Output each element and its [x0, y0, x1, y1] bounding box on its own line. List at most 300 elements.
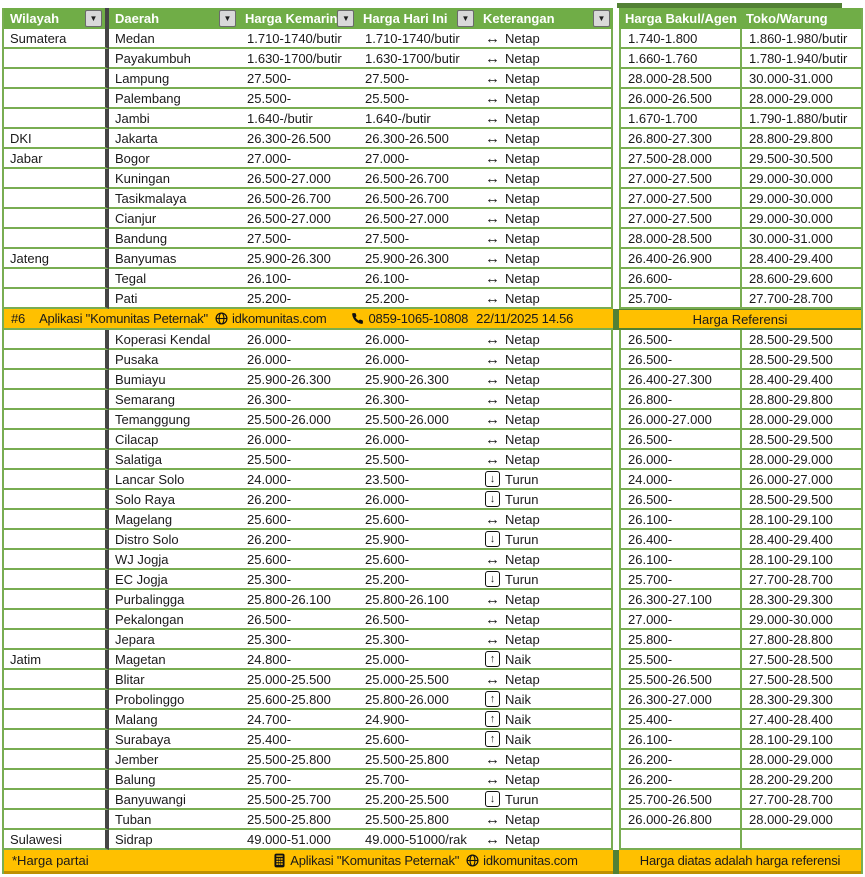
toko-warung-cell[interactable]: 30.000-31.000: [740, 229, 861, 249]
keterangan-cell[interactable]: ↓ Turun: [477, 570, 613, 590]
harga-hari-ini-cell[interactable]: 26.500-27.000: [357, 209, 477, 229]
harga-hari-ini-cell[interactable]: 25.700-: [357, 770, 477, 790]
wilayah-cell[interactable]: [4, 350, 109, 370]
harga-bakul-agen-cell[interactable]: 25.700-: [619, 289, 740, 309]
wilayah-cell[interactable]: Jateng: [4, 249, 109, 269]
harga-hari-ini-cell[interactable]: 26.500-26.700: [357, 189, 477, 209]
keterangan-cell[interactable]: ↔ Netap: [477, 189, 613, 209]
table-row: [4, 49, 861, 69]
trend-icon: ↔: [485, 350, 500, 368]
harga-hari-ini-cell[interactable]: 25.900-: [357, 530, 477, 550]
toko-warung-cell[interactable]: [740, 830, 861, 850]
toko-warung-cell[interactable]: 27.500-28.500: [740, 670, 861, 690]
keterangan-cell[interactable]: ↑ Naik: [477, 650, 613, 670]
toko-warung-cell[interactable]: 27.700-28.700: [740, 570, 861, 590]
harga-hari-ini-cell[interactable]: 25.000-25.500: [357, 670, 477, 690]
harga-kemarin-cell[interactable]: 26.500-27.000: [239, 209, 357, 229]
daerah-cell[interactable]: Surabaya: [109, 730, 239, 750]
column-header-harga-kemarin: Harga Kemarin ▼: [239, 8, 357, 29]
toko-warung-cell[interactable]: 28.000-29.000: [740, 750, 861, 770]
toko-warung-cell[interactable]: 27.400-28.400: [740, 710, 861, 730]
toko-warung-cell[interactable]: 27.800-28.800: [740, 630, 861, 650]
harga-kemarin-cell[interactable]: 26.500-26.700: [239, 189, 357, 209]
harga-kemarin-cell[interactable]: 25.700-: [239, 770, 357, 790]
wilayah-cell[interactable]: [4, 390, 109, 410]
harga-bakul-agen-cell[interactable]: 26.800-27.300: [619, 129, 740, 149]
keterangan-cell[interactable]: ↔ Netap: [477, 209, 613, 229]
harga-bakul-agen-cell[interactable]: 25.500-26.500: [619, 670, 740, 690]
wilayah-cell[interactable]: [4, 750, 109, 770]
harga-kemarin-cell[interactable]: 27.000-: [239, 149, 357, 169]
keterangan-cell[interactable]: ↔ Netap: [477, 129, 613, 149]
harga-hari-ini-cell[interactable]: 25.500-: [357, 89, 477, 109]
harga-bakul-agen-cell[interactable]: 27.000-27.500: [619, 169, 740, 189]
filter-dropdown-button[interactable]: [457, 10, 474, 27]
daerah-cell[interactable]: Purbalingga: [109, 590, 239, 610]
wilayah-cell[interactable]: [4, 229, 109, 249]
harga-bakul-agen-cell[interactable]: 26.100-: [619, 510, 740, 530]
daerah-cell[interactable]: Distro Solo: [109, 530, 239, 550]
toko-warung-cell[interactable]: 28.100-29.100: [740, 730, 861, 750]
daerah-cell[interactable]: Temanggung: [109, 410, 239, 430]
daerah-cell[interactable]: Malang: [109, 710, 239, 730]
harga-hari-ini-cell[interactable]: 26.000-: [357, 330, 477, 350]
harga-hari-ini-cell[interactable]: 26.300-: [357, 390, 477, 410]
daerah-cell[interactable]: Probolinggo: [109, 690, 239, 710]
wilayah-cell[interactable]: [4, 790, 109, 810]
wilayah-cell[interactable]: Jabar: [4, 149, 109, 169]
toko-warung-cell[interactable]: 28.500-29.500: [740, 430, 861, 450]
harga-kemarin-cell[interactable]: 25.600-25.800: [239, 690, 357, 710]
keterangan-cell[interactable]: ↔ Netap: [477, 750, 613, 770]
keterangan-cell[interactable]: ↔ Netap: [477, 109, 613, 129]
toko-warung-cell[interactable]: 29.000-30.000: [740, 169, 861, 189]
wilayah-cell[interactable]: [4, 370, 109, 390]
harga-hari-ini-cell[interactable]: 25.900-26.300: [357, 249, 477, 269]
harga-kemarin-cell[interactable]: 26.000-: [239, 330, 357, 350]
harga-kemarin-cell[interactable]: 1.710-1740/butir: [239, 29, 357, 49]
filter-dropdown-button[interactable]: [337, 10, 354, 27]
daerah-cell[interactable]: Magetan: [109, 650, 239, 670]
harga-hari-ini-cell[interactable]: 26.000-: [357, 430, 477, 450]
harga-kemarin-cell[interactable]: 25.000-25.500: [239, 670, 357, 690]
harga-hari-ini-cell[interactable]: 49.000-51000/rak: [357, 830, 477, 850]
wilayah-cell[interactable]: DKI: [4, 129, 109, 149]
harga-bakul-agen-cell[interactable]: 26.800-: [619, 390, 740, 410]
wilayah-cell[interactable]: [4, 189, 109, 209]
harga-hari-ini-cell[interactable]: 25.200-25.500: [357, 790, 477, 810]
keterangan-cell[interactable]: ↔ Netap: [477, 149, 613, 169]
harga-bakul-agen-cell[interactable]: 26.000-26.800: [619, 810, 740, 830]
harga-bakul-agen-cell[interactable]: 25.400-: [619, 710, 740, 730]
harga-kemarin-cell[interactable]: 25.500-25.800: [239, 810, 357, 830]
harga-bakul-agen-cell[interactable]: 27.000-27.500: [619, 209, 740, 229]
daerah-cell[interactable]: EC Jogja: [109, 570, 239, 590]
daerah-cell[interactable]: Koperasi Kendal: [109, 330, 239, 350]
trend-icon: ↑: [485, 651, 500, 667]
toko-warung-cell[interactable]: 30.000-31.000: [740, 69, 861, 89]
keterangan-cell[interactable]: ↔ Netap: [477, 370, 613, 390]
harga-hari-ini-cell[interactable]: 25.300-: [357, 630, 477, 650]
harga-hari-ini-cell[interactable]: 26.300-26.500: [357, 129, 477, 149]
daerah-cell[interactable]: Bandung: [109, 229, 239, 249]
toko-warung-cell[interactable]: 28.200-29.200: [740, 770, 861, 790]
harga-bakul-agen-cell[interactable]: 24.000-: [619, 470, 740, 490]
daerah-cell[interactable]: Jambi: [109, 109, 239, 129]
daerah-cell[interactable]: WJ Jogja: [109, 550, 239, 570]
keterangan-cell[interactable]: ↔ Netap: [477, 69, 613, 89]
keterangan-cell[interactable]: ↔ Netap: [477, 29, 613, 49]
wilayah-cell[interactable]: [4, 330, 109, 350]
wilayah-cell[interactable]: [4, 450, 109, 470]
keterangan-cell[interactable]: ↔ Netap: [477, 770, 613, 790]
daerah-cell[interactable]: Jember: [109, 750, 239, 770]
harga-bakul-agen-cell[interactable]: 27.500-28.000: [619, 149, 740, 169]
daerah-cell[interactable]: Kuningan: [109, 169, 239, 189]
toko-warung-cell[interactable]: 29.000-30.000: [740, 209, 861, 229]
toko-warung-cell[interactable]: 28.400-29.400: [740, 370, 861, 390]
table-row: [4, 330, 861, 350]
harga-hari-ini-cell[interactable]: 25.500-25.800: [357, 810, 477, 830]
keterangan-cell[interactable]: ↓ Turun: [477, 790, 613, 810]
harga-kemarin-cell[interactable]: 26.100-: [239, 269, 357, 289]
keterangan-cell[interactable]: ↑ Naik: [477, 690, 613, 710]
harga-bakul-agen-cell[interactable]: 26.000-: [619, 450, 740, 470]
harga-kemarin-cell[interactable]: 24.700-: [239, 710, 357, 730]
wilayah-cell[interactable]: [4, 550, 109, 570]
toko-warung-cell[interactable]: 28.100-29.100: [740, 550, 861, 570]
keterangan-cell[interactable]: ↓ Turun: [477, 470, 613, 490]
keterangan-cell[interactable]: ↑ Naik: [477, 710, 613, 730]
harga-kemarin-cell[interactable]: 25.500-26.000: [239, 410, 357, 430]
harga-bakul-agen-cell[interactable]: 27.000-27.500: [619, 189, 740, 209]
daerah-cell[interactable]: Pekalongan: [109, 610, 239, 630]
filter-dropdown-button[interactable]: [593, 10, 610, 27]
harga-hari-ini-cell[interactable]: 26.500-26.700: [357, 169, 477, 189]
wilayah-cell[interactable]: [4, 89, 109, 109]
wilayah-cell[interactable]: [4, 470, 109, 490]
harga-kemarin-cell[interactable]: 26.000-: [239, 350, 357, 370]
daerah-cell[interactable]: Tasikmalaya: [109, 189, 239, 209]
keterangan-cell[interactable]: ↔ Netap: [477, 89, 613, 109]
harga-bakul-agen-cell[interactable]: 26.500-: [619, 350, 740, 370]
harga-bakul-agen-cell[interactable]: 26.400-: [619, 530, 740, 550]
harga-bakul-agen-cell[interactable]: 26.200-: [619, 750, 740, 770]
toko-warung-cell[interactable]: 28.000-29.000: [740, 450, 861, 470]
toko-warung-cell[interactable]: 28.300-29.300: [740, 690, 861, 710]
table-row: [4, 570, 861, 590]
daerah-cell[interactable]: Tegal: [109, 269, 239, 289]
harga-bakul-agen-cell[interactable]: [619, 830, 740, 850]
keterangan-cell[interactable]: ↔ Netap: [477, 550, 613, 570]
harga-kemarin-cell[interactable]: 25.400-: [239, 730, 357, 750]
toko-warung-cell[interactable]: 27.700-28.700: [740, 790, 861, 810]
daerah-cell[interactable]: Payakumbuh: [109, 49, 239, 69]
keterangan-cell[interactable]: ↔ Netap: [477, 830, 613, 850]
harga-kemarin-cell[interactable]: 26.500-: [239, 610, 357, 630]
harga-bakul-agen-cell[interactable]: 26.500-: [619, 330, 740, 350]
toko-warung-cell[interactable]: 28.500-29.500: [740, 350, 861, 370]
daerah-cell[interactable]: Solo Raya: [109, 490, 239, 510]
harga-kemarin-cell[interactable]: 26.300-26.500: [239, 129, 357, 149]
daerah-cell[interactable]: Balung: [109, 770, 239, 790]
harga-bakul-agen-cell[interactable]: 26.600-: [619, 269, 740, 289]
wilayah-cell[interactable]: [4, 610, 109, 630]
harga-hari-ini-cell[interactable]: 27.500-: [357, 229, 477, 249]
harga-bakul-agen-cell[interactable]: 26.100-: [619, 550, 740, 570]
wilayah-cell[interactable]: [4, 49, 109, 69]
harga-bakul-agen-cell[interactable]: 1.660-1.760: [619, 49, 740, 69]
toko-warung-cell[interactable]: 28.800-29.800: [740, 390, 861, 410]
harga-bakul-agen-cell[interactable]: 26.300-27.100: [619, 590, 740, 610]
trend-icon: ↔: [485, 109, 500, 127]
keterangan-cell[interactable]: ↔ Netap: [477, 810, 613, 830]
harga-hari-ini-cell[interactable]: 1.640-/butir: [357, 109, 477, 129]
harga-hari-ini-cell[interactable]: 27.000-: [357, 149, 477, 169]
harga-hari-ini-cell[interactable]: 25.600-: [357, 730, 477, 750]
harga-kemarin-cell[interactable]: 25.900-26.300: [239, 249, 357, 269]
daerah-cell[interactable]: Banyuwangi: [109, 790, 239, 810]
harga-hari-ini-cell[interactable]: 1.710-1740/butir: [357, 29, 477, 49]
keterangan-cell[interactable]: ↔ Netap: [477, 670, 613, 690]
column-header-daerah: Daerah ▼: [109, 8, 239, 29]
wilayah-cell[interactable]: [4, 69, 109, 89]
harga-kemarin-cell[interactable]: 49.000-51.000: [239, 830, 357, 850]
daerah-cell[interactable]: Cianjur: [109, 209, 239, 229]
daerah-cell[interactable]: Cilacap: [109, 430, 239, 450]
daerah-cell[interactable]: Lampung: [109, 69, 239, 89]
harga-bakul-agen-cell[interactable]: 1.740-1.800: [619, 29, 740, 49]
harga-bakul-agen-cell[interactable]: 26.400-27.300: [619, 370, 740, 390]
harga-kemarin-cell[interactable]: 25.800-26.100: [239, 590, 357, 610]
harga-kemarin-cell[interactable]: 25.300-: [239, 570, 357, 590]
harga-kemarin-cell[interactable]: 25.500-25.700: [239, 790, 357, 810]
wilayah-cell[interactable]: [4, 690, 109, 710]
keterangan-cell[interactable]: ↔ Netap: [477, 289, 613, 309]
daerah-cell[interactable]: Pusaka: [109, 350, 239, 370]
harga-hari-ini-cell[interactable]: 26.000-: [357, 350, 477, 370]
harga-hari-ini-cell[interactable]: 26.000-: [357, 490, 477, 510]
keterangan-cell[interactable]: ↔ Netap: [477, 630, 613, 650]
daerah-cell[interactable]: Pati: [109, 289, 239, 309]
toko-warung-cell[interactable]: 1.780-1.940/butir: [740, 49, 861, 69]
keterangan-cell[interactable]: ↑ Naik: [477, 730, 613, 750]
filter-dropdown-button[interactable]: [85, 10, 102, 27]
harga-kemarin-cell[interactable]: 26.200-: [239, 490, 357, 510]
daerah-cell[interactable]: Palembang: [109, 89, 239, 109]
wilayah-cell[interactable]: [4, 810, 109, 830]
harga-hari-ini-cell[interactable]: 25.900-26.300: [357, 370, 477, 390]
wilayah-cell[interactable]: [4, 410, 109, 430]
toko-warung-cell[interactable]: 28.500-29.500: [740, 490, 861, 510]
harga-kemarin-cell[interactable]: 25.500-: [239, 450, 357, 470]
harga-kemarin-cell[interactable]: 25.600-: [239, 550, 357, 570]
wilayah-cell[interactable]: Jatim: [4, 650, 109, 670]
toko-warung-cell[interactable]: 28.000-29.000: [740, 89, 861, 109]
harga-bakul-agen-cell[interactable]: 26.400-26.900: [619, 249, 740, 269]
harga-kemarin-cell[interactable]: 26.200-: [239, 530, 357, 550]
wilayah-cell[interactable]: [4, 730, 109, 750]
trend-icon: ↓: [485, 791, 500, 807]
wilayah-cell[interactable]: [4, 710, 109, 730]
harga-hari-ini-cell[interactable]: 25.200-: [357, 289, 477, 309]
keterangan-cell[interactable]: ↔ Netap: [477, 510, 613, 530]
toko-warung-cell[interactable]: 28.800-29.800: [740, 129, 861, 149]
wilayah-cell[interactable]: [4, 770, 109, 790]
daerah-cell[interactable]: Bogor: [109, 149, 239, 169]
harga-hari-ini-cell[interactable]: 26.500-: [357, 610, 477, 630]
keterangan-cell[interactable]: ↔ Netap: [477, 169, 613, 189]
wilayah-cell[interactable]: [4, 490, 109, 510]
keterangan-cell[interactable]: ↔ Netap: [477, 450, 613, 470]
daerah-cell[interactable]: Lancar Solo: [109, 470, 239, 490]
wilayah-cell[interactable]: Sulawesi: [4, 830, 109, 850]
daerah-cell[interactable]: Medan: [109, 29, 239, 49]
toko-warung-cell[interactable]: 29.000-30.000: [740, 189, 861, 209]
keterangan-cell[interactable]: ↔ Netap: [477, 330, 613, 350]
harga-kemarin-cell[interactable]: 1.630-1700/butir: [239, 49, 357, 69]
toko-warung-cell[interactable]: 28.000-29.000: [740, 410, 861, 430]
toko-warung-cell[interactable]: 28.400-29.400: [740, 530, 861, 550]
keterangan-cell[interactable]: ↔ Netap: [477, 410, 613, 430]
harga-hari-ini-cell[interactable]: 23.500-: [357, 470, 477, 490]
mobile-app-icon: [274, 853, 285, 868]
harga-bakul-agen-cell[interactable]: 26.500-: [619, 430, 740, 450]
harga-bakul-agen-cell[interactable]: 27.000-: [619, 610, 740, 630]
keterangan-cell[interactable]: ↔ Netap: [477, 430, 613, 450]
harga-kemarin-cell[interactable]: 26.500-27.000: [239, 169, 357, 189]
harga-hari-ini-cell[interactable]: 25.000-: [357, 650, 477, 670]
keterangan-cell[interactable]: ↓ Turun: [477, 490, 613, 510]
harga-bakul-agen-cell[interactable]: 26.000-27.000: [619, 410, 740, 430]
toko-warung-cell[interactable]: 1.860-1.980/butir: [740, 29, 861, 49]
harga-kemarin-cell[interactable]: 25.300-: [239, 630, 357, 650]
harga-kemarin-cell[interactable]: 27.500-: [239, 229, 357, 249]
harga-kemarin-cell[interactable]: 25.200-: [239, 289, 357, 309]
wilayah-cell[interactable]: [4, 630, 109, 650]
daerah-cell[interactable]: Tuban: [109, 810, 239, 830]
toko-warung-cell[interactable]: 27.500-28.500: [740, 650, 861, 670]
harga-kemarin-cell[interactable]: 26.300-: [239, 390, 357, 410]
toko-warung-cell[interactable]: 29.500-30.500: [740, 149, 861, 169]
keterangan-cell[interactable]: ↔ Netap: [477, 249, 613, 269]
toko-warung-cell[interactable]: 28.000-29.000: [740, 810, 861, 830]
harga-bakul-agen-cell[interactable]: 28.000-28.500: [619, 229, 740, 249]
banner-phone-number: 0859-1065-10808: [368, 311, 469, 326]
harga-hari-ini-cell[interactable]: 25.800-26.100: [357, 590, 477, 610]
harga-bakul-agen-cell[interactable]: 25.700-: [619, 570, 740, 590]
daerah-cell[interactable]: Salatiga: [109, 450, 239, 470]
wilayah-cell[interactable]: [4, 530, 109, 550]
daerah-cell[interactable]: Sidrap: [109, 830, 239, 850]
keterangan-cell[interactable]: ↔ Netap: [477, 350, 613, 370]
harga-bakul-agen-cell[interactable]: 26.100-: [619, 730, 740, 750]
daerah-cell[interactable]: Magelang: [109, 510, 239, 530]
toko-warung-cell[interactable]: 27.700-28.700: [740, 289, 861, 309]
harga-kemarin-cell[interactable]: 25.900-26.300: [239, 370, 357, 390]
harga-hari-ini-cell[interactable]: 1.630-1700/butir: [357, 49, 477, 69]
harga-hari-ini-cell[interactable]: 25.800-26.000: [357, 690, 477, 710]
toko-warung-cell[interactable]: 28.100-29.100: [740, 510, 861, 530]
harga-bakul-agen-cell[interactable]: 1.670-1.700: [619, 109, 740, 129]
toko-warung-cell[interactable]: 26.000-27.000: [740, 470, 861, 490]
harga-kemarin-cell[interactable]: 26.000-: [239, 430, 357, 450]
filter-dropdown-button[interactable]: [219, 10, 236, 27]
toko-warung-cell[interactable]: 28.600-29.600: [740, 269, 861, 289]
keterangan-cell[interactable]: ↔ Netap: [477, 49, 613, 69]
keterangan-cell[interactable]: ↔ Netap: [477, 590, 613, 610]
daerah-cell[interactable]: Blitar: [109, 670, 239, 690]
daerah-cell[interactable]: Bumiayu: [109, 370, 239, 390]
harga-kemarin-cell[interactable]: 25.600-: [239, 510, 357, 530]
wilayah-cell[interactable]: [4, 209, 109, 229]
harga-bakul-agen-cell[interactable]: 28.000-28.500: [619, 69, 740, 89]
harga-hari-ini-cell[interactable]: 25.600-: [357, 510, 477, 530]
harga-hari-ini-cell[interactable]: 25.500-25.800: [357, 750, 477, 770]
harga-bakul-agen-cell[interactable]: 25.700-26.500: [619, 790, 740, 810]
daerah-cell[interactable]: Jakarta: [109, 129, 239, 149]
keterangan-cell[interactable]: ↔ Netap: [477, 390, 613, 410]
toko-warung-cell[interactable]: 28.500-29.500: [740, 330, 861, 350]
harga-bakul-agen-cell[interactable]: 26.200-: [619, 770, 740, 790]
wilayah-cell[interactable]: [4, 289, 109, 309]
harga-kemarin-cell[interactable]: 25.500-25.800: [239, 750, 357, 770]
toko-warung-cell[interactable]: 28.300-29.300: [740, 590, 861, 610]
harga-bakul-agen-cell[interactable]: 26.300-27.000: [619, 690, 740, 710]
wilayah-cell[interactable]: [4, 169, 109, 189]
toko-warung-cell[interactable]: 1.790-1.880/butir: [740, 109, 861, 129]
keterangan-cell[interactable]: ↔ Netap: [477, 610, 613, 630]
harga-hari-ini-cell[interactable]: 25.500-: [357, 450, 477, 470]
keterangan-cell[interactable]: ↔ Netap: [477, 269, 613, 289]
wilayah-cell[interactable]: [4, 109, 109, 129]
keterangan-cell[interactable]: ↔ Netap: [477, 229, 613, 249]
harga-bakul-agen-cell[interactable]: 25.500-: [619, 650, 740, 670]
harga-hari-ini-cell[interactable]: 26.100-: [357, 269, 477, 289]
harga-bakul-agen-cell[interactable]: 26.500-: [619, 490, 740, 510]
harga-hari-ini-cell[interactable]: 25.600-: [357, 550, 477, 570]
harga-kemarin-cell[interactable]: 27.500-: [239, 69, 357, 89]
harga-hari-ini-cell[interactable]: 24.900-: [357, 710, 477, 730]
daerah-cell[interactable]: Jepara: [109, 630, 239, 650]
harga-hari-ini-cell[interactable]: 25.200-: [357, 570, 477, 590]
harga-kemarin-cell[interactable]: 1.640-/butir: [239, 109, 357, 129]
harga-kemarin-cell[interactable]: 24.000-: [239, 470, 357, 490]
harga-kemarin-cell[interactable]: 24.800-: [239, 650, 357, 670]
trend-icon: ↔: [485, 89, 500, 107]
table-row: [4, 69, 861, 89]
harga-bakul-agen-cell[interactable]: 26.000-26.500: [619, 89, 740, 109]
wilayah-cell[interactable]: Sumatera: [4, 29, 109, 49]
wilayah-cell[interactable]: [4, 670, 109, 690]
daerah-cell[interactable]: Semarang: [109, 390, 239, 410]
banner-datetime: 22/11/2025 14.56: [476, 311, 574, 326]
wilayah-cell[interactable]: [4, 510, 109, 530]
wilayah-cell[interactable]: [4, 430, 109, 450]
harga-bakul-agen-cell[interactable]: 25.800-: [619, 630, 740, 650]
toko-warung-cell[interactable]: 28.400-29.400: [740, 249, 861, 269]
wilayah-cell[interactable]: [4, 590, 109, 610]
keterangan-cell[interactable]: ↓ Turun: [477, 530, 613, 550]
harga-hari-ini-cell[interactable]: 27.500-: [357, 69, 477, 89]
harga-kemarin-cell[interactable]: 25.500-: [239, 89, 357, 109]
wilayah-cell[interactable]: [4, 570, 109, 590]
trend-icon: ↔: [485, 149, 500, 167]
harga-hari-ini-cell[interactable]: 25.500-26.000: [357, 410, 477, 430]
wilayah-cell[interactable]: [4, 269, 109, 289]
daerah-cell[interactable]: Banyumas: [109, 249, 239, 269]
toko-warung-cell[interactable]: 29.000-30.000: [740, 610, 861, 630]
